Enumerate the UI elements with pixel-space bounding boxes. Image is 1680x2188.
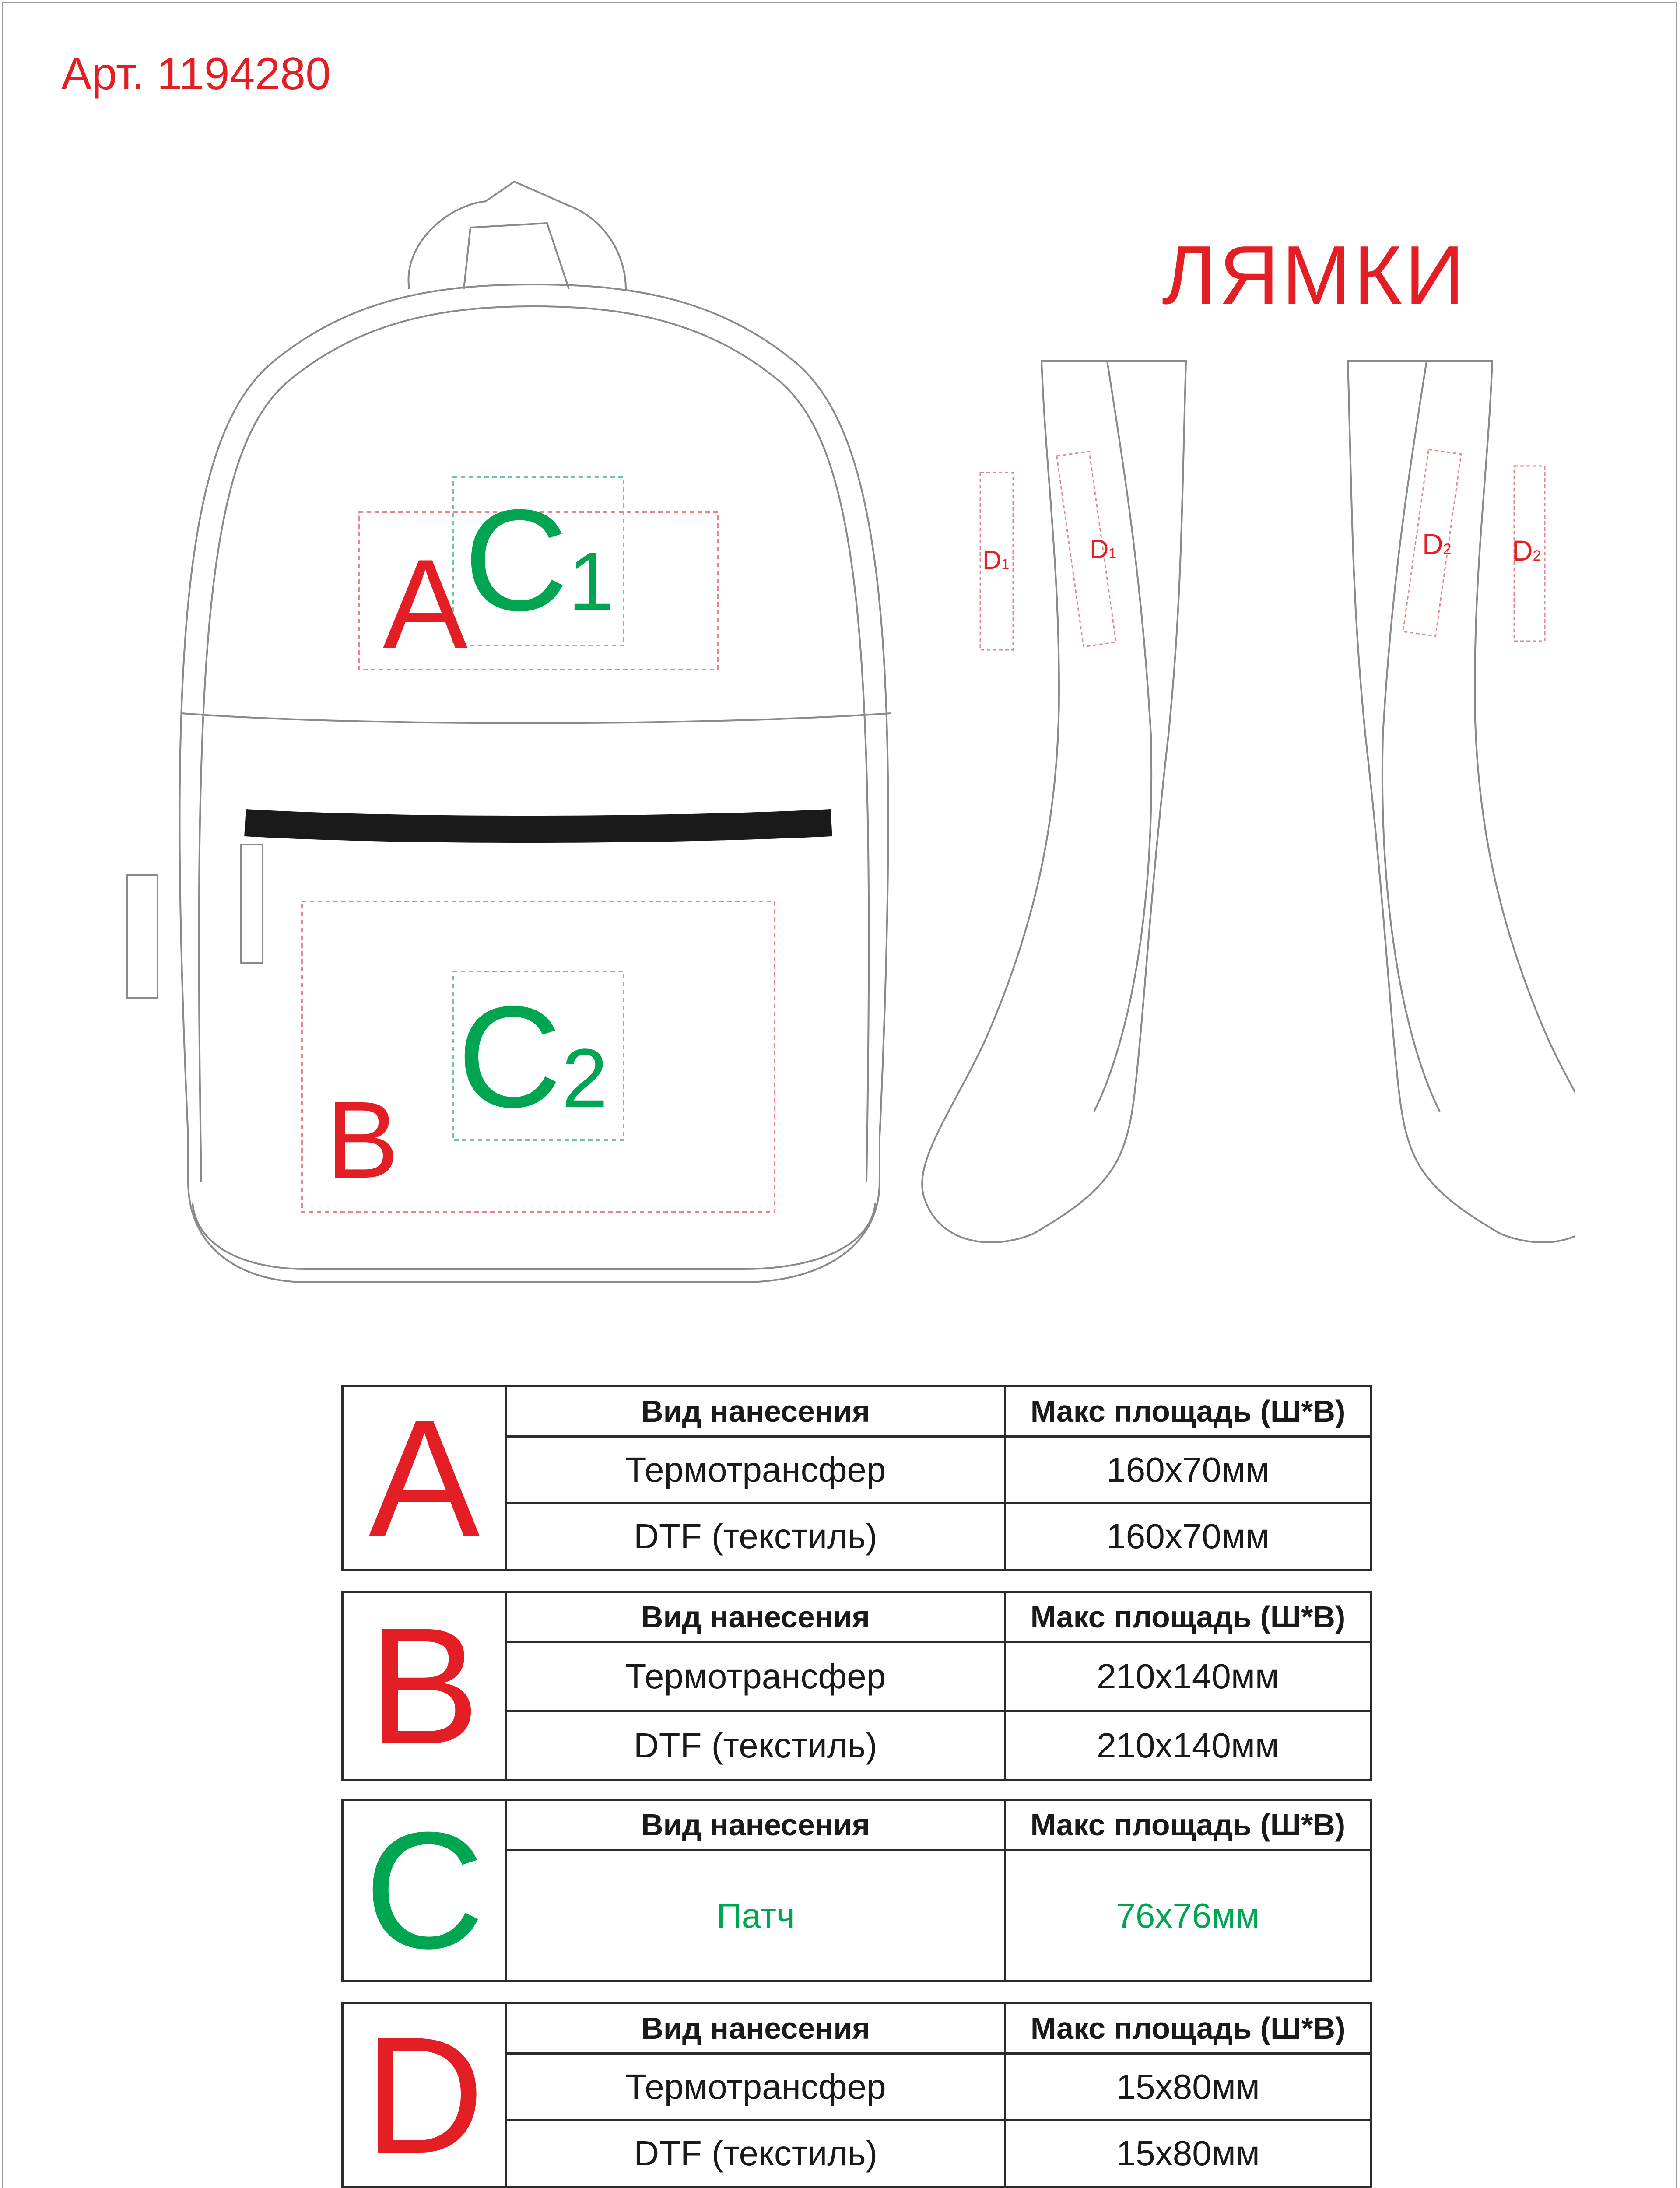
- zone-d2-outer-letter: D: [1512, 534, 1533, 567]
- table-a-row2-method: DTF (текстиль): [506, 1503, 1005, 1570]
- zone-c1-label: [464, 479, 614, 641]
- zone-c1-index: 1: [568, 535, 614, 628]
- zone-c2-letter: C: [457, 976, 562, 1137]
- table-b-row2-area: 210х140мм: [1005, 1711, 1371, 1780]
- table-d-row1-method: Термотрансфер: [506, 2054, 1005, 2121]
- table-c-row1-method: Патч: [506, 1850, 1005, 1981]
- table-zone-d: [341, 2002, 1372, 2188]
- zone-a-label: A: [383, 533, 468, 675]
- table-c-row1-area: 76х76мм: [1005, 1850, 1371, 1981]
- zone-c1-letter: C: [464, 479, 568, 641]
- table-a-header-method: Вид нанесения: [506, 1386, 1005, 1437]
- table-d-row2-method: DTF (текстиль): [506, 2120, 1005, 2187]
- table-d-row2-area: 15х80мм: [1005, 2120, 1371, 2187]
- table-zone-a: [341, 1385, 1372, 1571]
- zone-d1-outer-index: 1: [1001, 556, 1010, 572]
- table-d-header-area: Макс площадь (Ш*В): [1005, 2003, 1371, 2054]
- table-a-row1-method: Термотрансфер: [506, 1437, 1005, 1504]
- zone-d1-outer-label: [982, 547, 1009, 573]
- zone-d1-inner-label: [1090, 536, 1116, 562]
- zone-d1-outer-letter: D: [982, 545, 1002, 575]
- zone-c2-index: 2: [561, 1032, 608, 1125]
- table-c-letter: C: [343, 1800, 506, 1981]
- zone-d2-inner-label: [1422, 529, 1452, 558]
- table-d-row1-area: 15х80мм: [1005, 2054, 1371, 2121]
- table-a-row2-area: 160х70мм: [1005, 1503, 1371, 1570]
- article-number: Арт. 1194280: [61, 49, 331, 99]
- table-d-header-method: Вид нанесения: [506, 2003, 1005, 2054]
- zone-d2-outer-label: [1512, 536, 1541, 565]
- table-b-header-area: Макс площадь (Ш*В): [1005, 1592, 1371, 1642]
- zone-d1-inner-index: 1: [1108, 545, 1117, 561]
- table-d-letter: D: [343, 2003, 506, 2187]
- zone-d2-inner-letter: D: [1422, 528, 1443, 560]
- zone-d1-inner-letter: D: [1090, 534, 1109, 564]
- table-c-header-method: Вид нанесения: [506, 1800, 1005, 1850]
- table-zone-c: [341, 1799, 1372, 1982]
- straps-title: ЛЯМКИ: [1162, 229, 1467, 322]
- zone-b-label: B: [326, 1079, 399, 1201]
- zone-d2-inner-index: 2: [1443, 541, 1452, 558]
- straps-drawing: [919, 341, 1575, 1260]
- zone-c2-label: [457, 976, 608, 1137]
- table-zone-b: [341, 1591, 1372, 1781]
- table-b-row2-method: DTF (текстиль): [506, 1711, 1005, 1780]
- table-b-header-method: Вид нанесения: [506, 1592, 1005, 1642]
- table-b-row1-area: 210х140мм: [1005, 1642, 1371, 1711]
- table-c-header-area: Макс площадь (Ш*В): [1005, 1800, 1371, 1850]
- zone-d2-outer-index: 2: [1533, 547, 1541, 564]
- table-a-row1-area: 160х70мм: [1005, 1437, 1371, 1504]
- table-b-row1-method: Термотрансфер: [506, 1642, 1005, 1711]
- table-a-letter: A: [343, 1386, 506, 1570]
- table-b-letter: B: [343, 1592, 506, 1780]
- table-a-header-area: Макс площадь (Ш*В): [1005, 1386, 1371, 1437]
